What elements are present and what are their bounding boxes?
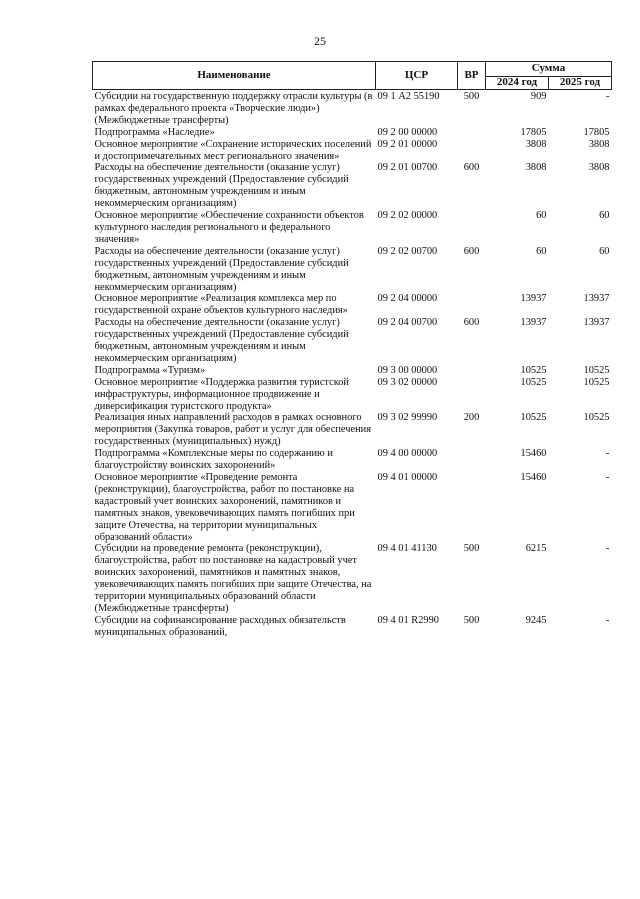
row-amount-2024: 15460 <box>520 448 547 460</box>
row-amount-2025: 17805 <box>583 126 610 138</box>
row-amount-2024: 909 <box>530 91 547 102</box>
row-amount-2024: 60 <box>536 210 547 222</box>
row-csr: 09 3 02 00000 <box>377 376 438 388</box>
row-amount-2025: 10525 <box>583 376 610 388</box>
row-name: Подпрограмма «Туризм» <box>94 364 206 376</box>
row-csr: 09 2 01 00700 <box>377 162 438 174</box>
row-name: Расходы на обеспечение деятельности (оказание услуг) государственных учреждений (Предоставление субсидий бюджетным, автономным учреждениям и иным некоммерческим организациям) <box>94 162 349 210</box>
row-csr: 09 2 00 00000 <box>377 126 438 138</box>
row-name: Основное мероприятие «Поддержка развития туристской инфраструктуры, информационное продвижение и диверсификация туристского продукта» <box>94 376 349 412</box>
row-vr <box>458 293 486 317</box>
row-name: Подпрограмма «Наследие» <box>94 126 215 138</box>
row-amount-2025: - <box>606 472 610 483</box>
row-amount-2024: 60 <box>536 245 547 257</box>
row-vr: 500 <box>463 614 480 626</box>
row-amount-2025: 3808 <box>588 138 610 150</box>
row-amount-2024: 10525 <box>520 412 547 424</box>
header-name: Наименование <box>93 62 376 90</box>
row-amount-2025: 60 <box>599 245 610 257</box>
row-amount-2025: 10525 <box>583 412 610 424</box>
row-amount-2025: - <box>606 91 610 102</box>
row-name: Основное мероприятие «Обеспечение сохранности объектов культурного наследия регионального и федерального значения» <box>94 210 364 245</box>
table-row <box>93 293 612 317</box>
table-row <box>93 377 612 413</box>
row-name: Подпрограмма «Комплексные меры по содержанию и благоустройству воинских захоронений» <box>94 448 333 472</box>
row-name: Расходы на обеспечение деятельности (оказание услуг) государственных учреждений (Предоставление субсидий бюджетным, автономным учреждениям и иным некоммерческим организациям) <box>94 245 349 293</box>
row-amount-2024: 9245 <box>525 614 547 626</box>
row-vr <box>458 448 486 472</box>
row-csr: 09 3 00 00000 <box>377 364 438 376</box>
table-row <box>93 472 612 543</box>
row-amount-2025: - <box>606 543 610 555</box>
row-amount-2025: 13937 <box>583 293 610 305</box>
header-vr: ВР <box>458 62 486 90</box>
row-name: Реализация иных направлений расходов в рамках основного мероприятия (Закупка товаров, работ и услуг для обеспечения государственных (муниципальных) нужд) <box>94 412 371 448</box>
row-csr: 09 4 01 R2990 <box>377 614 439 626</box>
row-vr <box>458 127 486 139</box>
row-vr <box>458 210 486 246</box>
row-vr: 200 <box>463 412 480 424</box>
table-row <box>93 210 612 246</box>
table-row <box>93 246 612 294</box>
table-row <box>93 317 612 365</box>
row-csr: 09 2 01 00000 <box>377 138 438 150</box>
row-vr <box>458 139 486 163</box>
row-amount-2025: - <box>606 614 610 626</box>
row-csr: 09 4 01 41130 <box>377 543 437 555</box>
row-name: Расходы на обеспечение деятельности (оказание услуг) государственных учреждений (Предоставление субсидий бюджетным, автономным учреждениям и иным некоммерческим организациям) <box>94 317 349 364</box>
row-vr: 500 <box>463 91 480 102</box>
row-csr: 09 2 02 00000 <box>377 210 438 222</box>
header-sum: Сумма <box>486 62 612 77</box>
row-csr: 09 2 04 00000 <box>377 293 438 305</box>
row-amount-2025: 3808 <box>588 162 610 174</box>
row-csr: 09 1 А2 55190 <box>377 91 440 102</box>
row-vr: 500 <box>463 543 480 555</box>
row-csr: 09 4 01 00000 <box>377 472 438 483</box>
header-2024: 2024 год <box>486 77 549 90</box>
row-csr: 09 2 02 00700 <box>377 245 438 257</box>
row-csr: 09 3 02 99990 <box>377 412 438 424</box>
table-row <box>93 615 612 639</box>
table-row <box>93 90 612 127</box>
row-vr <box>458 377 486 413</box>
row-amount-2024: 10525 <box>520 376 547 388</box>
row-name: Основное мероприятие «Реализация комплекса мер по государственной охране объектов культурного наследия» <box>94 293 348 317</box>
row-vr: 600 <box>463 245 480 257</box>
table-row <box>93 448 612 472</box>
row-amount-2025: - <box>606 448 610 460</box>
table-row <box>93 127 612 139</box>
row-name: Субсидии на софинансирование расходных обязательств муниципальных образований, <box>94 614 346 638</box>
row-amount-2024: 6215 <box>525 543 547 555</box>
row-vr <box>458 472 486 543</box>
table-row <box>93 162 612 210</box>
row-amount-2024: 13937 <box>520 317 547 329</box>
row-csr: 09 4 00 00000 <box>377 448 438 460</box>
row-name: Субсидии на государственную поддержку отрасли культуры (в рамках федерального проекта «Творческие люди») (Межбюджетные трансферты) <box>94 91 373 126</box>
row-amount-2024: 17805 <box>520 126 547 138</box>
table-row <box>93 543 612 614</box>
row-amount-2025: 60 <box>599 210 610 222</box>
row-name: Основное мероприятие «Сохранение исторических поселений и достопримечательных мест регионального значения» <box>94 138 372 162</box>
header-2025: 2025 год <box>549 77 612 90</box>
row-amount-2024: 3808 <box>525 162 547 174</box>
table-row <box>93 365 612 377</box>
row-amount-2025: 10525 <box>583 364 610 376</box>
row-amount-2025: 13937 <box>583 317 610 329</box>
table-row <box>93 139 612 163</box>
page-number: 25 <box>314 34 326 48</box>
table-row <box>93 412 612 448</box>
row-vr <box>458 365 486 377</box>
row-vr: 600 <box>463 317 480 329</box>
row-amount-2024: 15460 <box>520 472 547 483</box>
row-vr: 600 <box>463 162 480 174</box>
row-name: Основное мероприятие «Проведение ремонта (реконструкции), благоустройства, работ по постановке на кадастровый учет воинских захоронений, памятников и памятных знаков, увековечивающих память погибших при защите Отечества, на территории муниципальных образований области» <box>94 472 355 543</box>
row-amount-2024: 13937 <box>520 293 547 305</box>
header-csr: ЦСР <box>376 62 458 90</box>
row-csr: 09 2 04 00700 <box>377 317 438 329</box>
budget-table <box>92 61 612 639</box>
row-name: Субсидии на проведение ремонта (реконструкции), благоустройства, работ по постановке на кадастровый учет воинских захоронений, памятников и памятных знаков, увековечивающих память погибших при защите Отечества, на территории муниципальных образований области (Межбюджетные трансферты) <box>94 543 372 614</box>
row-amount-2024: 10525 <box>520 364 547 376</box>
row-amount-2024: 3808 <box>525 138 547 150</box>
